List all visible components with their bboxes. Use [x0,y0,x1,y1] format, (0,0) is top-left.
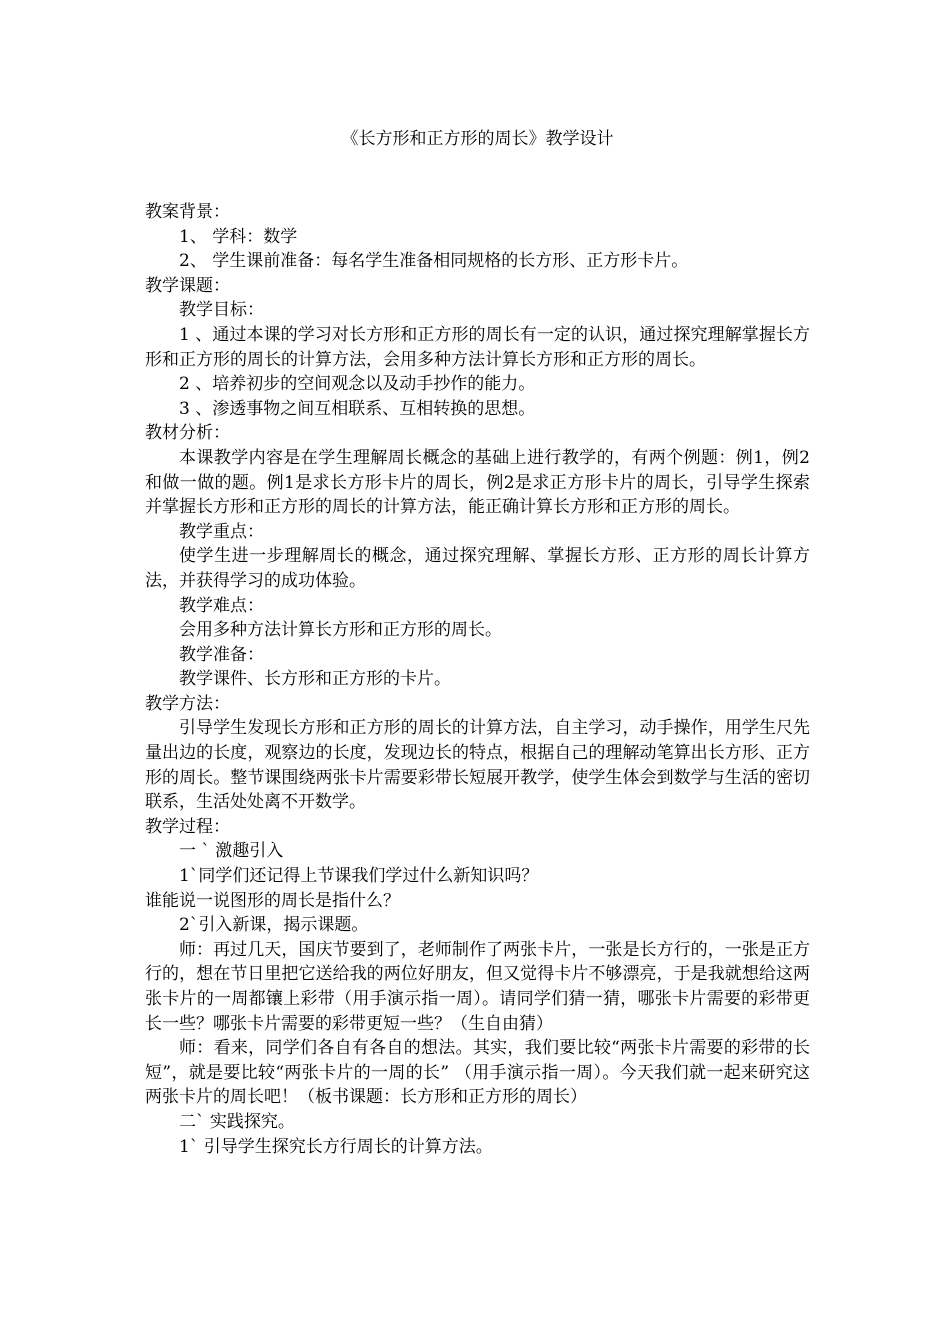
process-step-1-followup: 谁能说一说图形的周长是指什么？ [145,890,400,911]
process-step-2-heading: 2`引入新课，揭示课题。 [179,915,369,936]
methods-paragraph: 引导学生发现长方形和正方形的周长的计算方法，自主学习，动手操作，用学生尺先量出边的长度，观察边的长度，发现边长的特点，根据自己的理解动笔算出长方形、正方形的周长。整节课围绕两张卡片需要彩带长短展开教学，使学生体会到数学与生活的密切联系，生活处处离不开数学。 [145,718,810,813]
objective-item-3: 3 、渗透事物之间互相联系、互相转换的思想。 [179,398,536,419]
process-step-1-heading: 一 ` 激趣引入 [179,841,284,862]
subheading-difficulties: 教学难点： [179,595,264,616]
section-heading-methods: 教学方法： [145,693,230,714]
materials-paragraph: 教学课件、长方形和正方形的卡片。 [179,669,451,690]
section-heading-topic: 教学课题： [145,275,230,296]
subheading-materials: 教学准备： [179,644,264,665]
subheading-objectives: 教学目标： [179,300,264,321]
process-step-1-question: 1`同学们还记得上节课我们学过什么新知识吗？ [179,866,539,887]
key-points-paragraph: 使学生进一步理解周长的概念，通过探究理解、掌握长方形、正方形的周长计算方法，并获得学习的成功体验。 [145,546,810,591]
teacher-paragraph-1: 师：再过几天，国庆节要到了，老师制作了两张卡片，一张是长方行的，一张是正方行的，想在节日里把它送给我的两位好朋友，但又觉得卡片不够漂亮，于是我就想给这两张卡片的一周都镶上彩带（用手演示指一周）。请同学们猜一猜，哪张卡片需要的彩带更长一些？哪张卡片需要的彩带更短一些？（生自由猜） [145,939,810,1034]
difficulties-paragraph: 会用多种方法计算长方形和正方形的周长。 [179,620,502,641]
process-part-2-step-1: 1` 引导学生探究长方行周长的计算方法。 [179,1136,493,1157]
analysis-paragraph: 本课教学内容是在学生理解周长概念的基础上进行教学的，有两个例题：例1，例2和做一做的题。例1是求长方形卡片的周长，例2是求正方形卡片的周长，引导学生探索并掌握长方形和正方形的周长的计算方法，能正确计算长方形和正方形的周长。 [145,447,810,518]
objective-item-2: 2 、培养初步的空间观念以及动手抄作的能力。 [179,374,536,395]
section-heading-analysis: 教材分析： [145,423,230,444]
teacher-paragraph-2: 师：看来，同学们各自有各自的想法。其实，我们要比较“两张卡片需要的彩带的长短”，就是要比较“两张卡片的一周的长” （用手演示指一周）。今天我们就一起来研究这两张卡片的周长吧！（板书课题：长方形和正方形的周长） [145,1038,810,1108]
document-body [145,200,810,1159]
section-heading-process: 教学过程： [145,816,230,837]
list-item-subject: 1、 学科：数学 [179,226,298,247]
section-heading-background: 教案背景： [145,202,230,222]
document-title: 《长方形和正方形的周长》教学设计 [341,129,614,149]
objective-item-1: 1 、通过本课的学习对长方形和正方形的周长有一定的认识，通过探究理解掌握长方形和正方形的周长的计算方法，会用多种方法计算长方形和正方形的周长。 [145,324,810,370]
list-item-preparation: 2、 学生课前准备：每名学生准备相同规格的长方形、正方形卡片。 [179,251,689,272]
process-part-2-heading: 二` 实践探究。 [179,1111,295,1132]
subheading-key-points: 教学重点： [179,521,264,542]
